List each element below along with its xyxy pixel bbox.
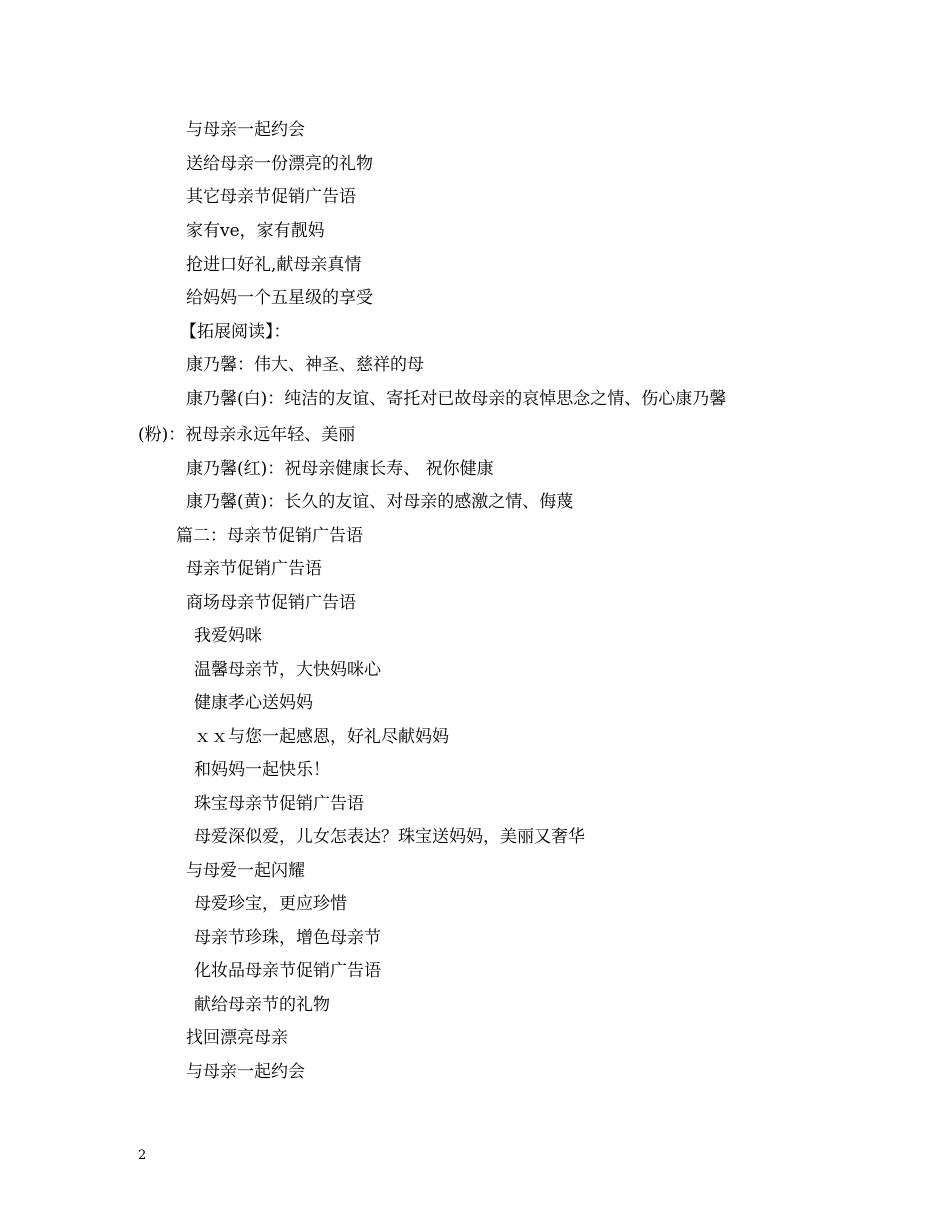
text-line: 我爱妈咪 — [194, 626, 262, 646]
text-line: 康乃馨(黄)：长久的友谊、对母亲的感激之情、侮蔑 — [186, 492, 574, 512]
text-line: 化妆品母亲节促销广告语 — [194, 961, 381, 981]
text-line: 康乃馨(白)：纯洁的友谊、寄托对已故母亲的哀悼思念之情、伤心康乃馨 — [186, 389, 727, 409]
section-heading-extended-reading: 【拓展阅读】： — [180, 322, 291, 342]
text-line: 其它母亲节促销广告语 — [186, 187, 356, 207]
text-line: 与母亲一起约会 — [186, 120, 305, 140]
text-line: ｘｘ与您一起感恩，好礼尽献妈妈 — [194, 727, 449, 747]
section-heading-part-two: 篇二：母亲节促销广告语 — [176, 526, 363, 546]
text-line: 商场母亲节促销广告语 — [186, 593, 356, 613]
text-line: 健康孝心送妈妈 — [194, 693, 313, 713]
text-line: 给妈妈一个五星级的享受 — [186, 288, 373, 308]
text-line: 献给母亲节的礼物 — [194, 995, 330, 1015]
text-line: 抢进口好礼,献母亲真情 — [186, 255, 362, 275]
text-line: 母爱珍宝，更应珍惜 — [194, 894, 347, 914]
text-line: 母爱深似爱，儿女怎表达？珠宝送妈妈，美丽又奢华 — [194, 827, 585, 847]
text-line: 和妈妈一起快乐！ — [194, 760, 330, 780]
text-line: 送给母亲一份漂亮的礼物 — [186, 154, 373, 174]
text-line: 找回漂亮母亲 — [186, 1028, 288, 1048]
text-line: 康乃馨：伟大、神圣、慈祥的母 — [186, 355, 424, 375]
text-line: 珠宝母亲节促销广告语 — [194, 794, 364, 814]
text-line: 温馨母亲节，大快妈咪心 — [194, 660, 381, 680]
text-line: 与母亲一起约会 — [186, 1062, 305, 1082]
page-number: 2 — [138, 1148, 147, 1163]
text-line: 母亲节促销广告语 — [186, 559, 322, 579]
text-line: 康乃馨(红)：祝母亲健康长寿、 祝你健康 — [186, 459, 494, 479]
text-line: 家有ve，家有靓妈 — [186, 221, 325, 241]
text-line: 与母爱一起闪耀 — [186, 861, 305, 881]
text-line-continuation: (粉)：祝母亲永远年轻、美丽 — [138, 425, 356, 445]
text-line: 母亲节珍珠，增色母亲节 — [194, 928, 381, 948]
